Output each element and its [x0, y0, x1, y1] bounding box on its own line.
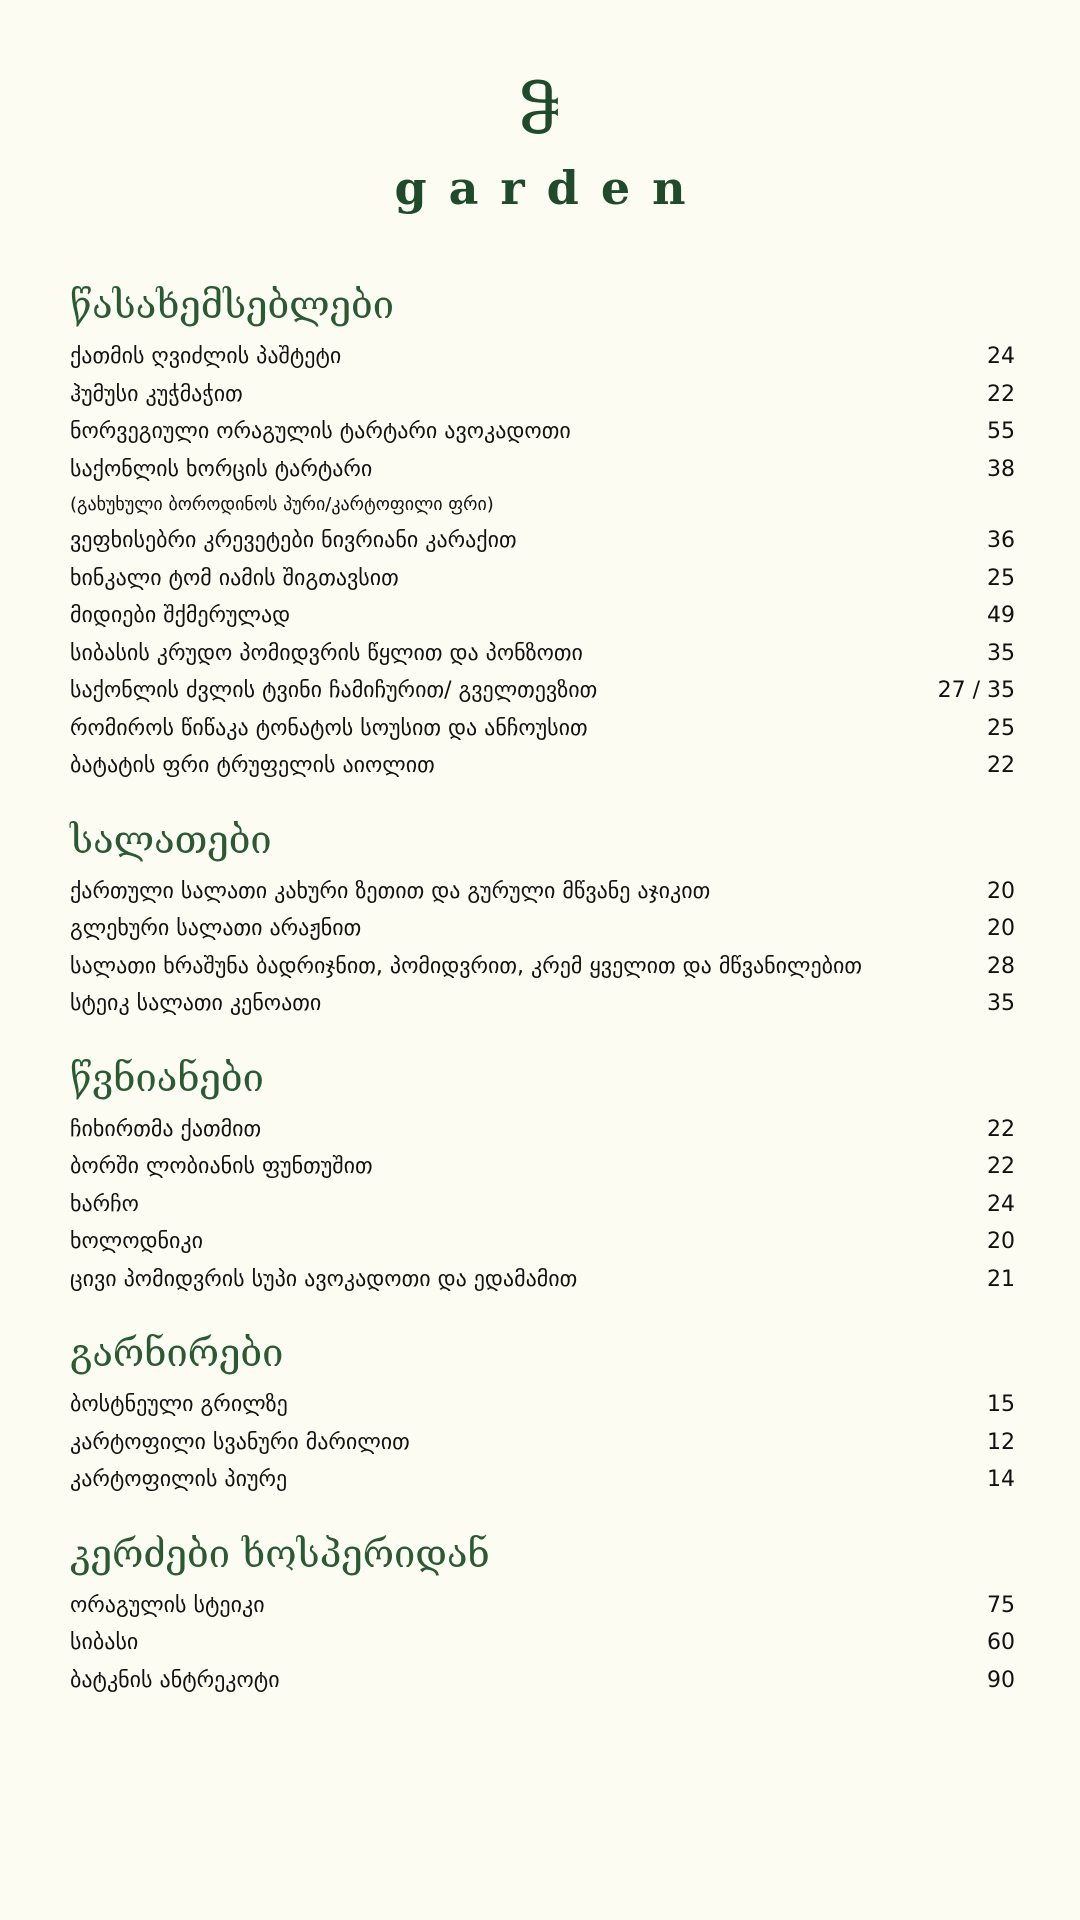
- menu-item-name: ქართული სალათი კახური ზეთით და გურული მწვანე აჯიკით: [70, 878, 711, 904]
- menu-item-name: ხარჩო: [70, 1191, 139, 1217]
- menu-item-text: [70, 1186, 139, 1224]
- menu-item-price: 35: [987, 991, 1015, 1016]
- menu-item-price: 15: [987, 1392, 1015, 1417]
- menu-item-price: 14: [987, 1467, 1015, 1492]
- menu-item: [70, 1223, 1015, 1261]
- menu-item: [70, 635, 1015, 673]
- menu-item: [70, 560, 1015, 598]
- menu-item: [70, 910, 1015, 948]
- menu-item-price: 22: [987, 381, 1015, 407]
- section-title: კერძები ხოსპერიდან: [70, 1531, 490, 1576]
- section-title: წასახემსებლები: [70, 283, 394, 327]
- menu-item-text: [70, 1424, 410, 1462]
- menu-item: [70, 672, 1015, 710]
- menu-item-text: [70, 710, 588, 748]
- menu-item-name: ორაგულის სტეიკი: [70, 1592, 265, 1618]
- menu-item-price: 20: [987, 878, 1015, 904]
- menu-item: [70, 338, 1015, 376]
- menu-item-name: ბორში ლობიანის ფუნთუშით: [70, 1154, 373, 1179]
- menu-item: [70, 1587, 1015, 1625]
- menu-item-price: 49: [987, 603, 1015, 628]
- menu-item-text: [70, 1223, 203, 1261]
- menu-section: [70, 809, 1015, 1023]
- menu-item-price: 22: [987, 753, 1015, 778]
- menu-item-name: საქონლის ძვლის ტვინი ჩამიჩურით/ გველთევზით: [70, 678, 598, 703]
- menu-item-name: ხოლოდნიკი: [70, 1229, 203, 1254]
- menu-item-text: [70, 985, 321, 1023]
- brand-name: garden: [394, 161, 708, 215]
- menu-item-name: ჩიხირთმა ქათმით: [70, 1116, 262, 1142]
- logo-mark: ჵ: [518, 73, 562, 150]
- menu-item-name: გლეხური სალათი არაჟნით: [70, 916, 362, 941]
- menu-item-text: [70, 413, 571, 451]
- menu-item-name: ნორვეგიული ორაგულის ტარტარი ავოკადოთი: [70, 419, 571, 444]
- menu-item-name: რომიროს წიწაკა ტონატოს სოუსით და ანჩოუსით: [70, 715, 588, 741]
- menu-item-note: (გახუხული ბოროდინოს პური/კარტოფილი ფრი): [70, 494, 494, 515]
- section-title: სალათები: [70, 817, 272, 862]
- menu-item-text: [70, 1261, 577, 1299]
- menu-item-price: 55: [987, 419, 1015, 444]
- menu-item-price: 22: [987, 1116, 1015, 1142]
- menu-item-price: 21: [987, 1266, 1015, 1292]
- menu-item-text: [70, 1624, 138, 1662]
- menu-item-text: [70, 635, 583, 673]
- menu-item-text: [70, 1587, 265, 1625]
- menu-item: [70, 1461, 1015, 1499]
- menu-item: [70, 873, 1015, 911]
- menu-item-name: ვეფხისებრი კრევეტები ნივრიანი კარაქით: [70, 528, 517, 553]
- menu-item-price: 25: [987, 715, 1015, 741]
- menu-item: [70, 1186, 1015, 1224]
- menu-item-price: 60: [987, 1630, 1015, 1655]
- menu-item: [70, 1386, 1015, 1424]
- menu-item: [70, 376, 1015, 414]
- menu-item-text: [70, 910, 361, 948]
- menu-item-text: [70, 522, 517, 560]
- menu-item-text: [70, 451, 494, 523]
- menu-item-text: [70, 948, 862, 986]
- menu-item-price: 20: [987, 1229, 1015, 1254]
- menu-item-name: სიბასი: [70, 1630, 139, 1655]
- menu-item-name: ცივი პომიდვრის სუპი ავოკადოთი და ედამამით: [70, 1266, 578, 1292]
- menu-item-price: 22: [987, 1154, 1015, 1179]
- menu-item-price: 12: [987, 1429, 1015, 1455]
- menu-item-text: [70, 1148, 373, 1186]
- menu-item-text: [70, 1662, 280, 1700]
- menu-item: [70, 522, 1015, 560]
- menu-item-price: 35: [987, 640, 1015, 666]
- menu-section: [70, 274, 1015, 785]
- menu-item: [70, 747, 1015, 785]
- menu-item: [70, 597, 1015, 635]
- menu-item: [70, 985, 1015, 1023]
- menu-item-text: [70, 1111, 261, 1149]
- menu-item-name: კარტოფილი სვანური მარილით: [70, 1429, 410, 1455]
- menu-item: [70, 413, 1015, 451]
- menu: [70, 274, 1015, 1723]
- menu-item-price: 20: [987, 916, 1015, 941]
- menu-item-text: [70, 1461, 287, 1499]
- menu-item-price: 25: [987, 565, 1015, 591]
- menu-section: [70, 1047, 1015, 1299]
- menu-item-name: სტეიკ სალათი კენოათი: [70, 991, 322, 1016]
- menu-item-name: ჰუმუსი კუჭმაჭით: [70, 381, 243, 407]
- menu-item-name: კარტოფილის პიურე: [70, 1467, 288, 1492]
- menu-item-price: 27 / 35: [937, 678, 1015, 703]
- menu-item-price: 36: [987, 528, 1015, 553]
- menu-item-name: ქათმის ღვიძლის პაშტეტი: [70, 344, 342, 369]
- menu-item-name: საქონლის ხორცის ტარტარი: [70, 456, 373, 482]
- menu-item-text: [70, 1386, 288, 1424]
- menu-item-price: 75: [987, 1592, 1015, 1618]
- section-title: გარნირები: [70, 1331, 284, 1375]
- menu-item-text: [70, 338, 341, 376]
- menu-item: [70, 948, 1015, 986]
- menu-item: [70, 1261, 1015, 1299]
- brand-logo: [0, 72, 1080, 216]
- menu-item: [70, 1148, 1015, 1186]
- menu-item-price: 90: [987, 1667, 1015, 1693]
- menu-item: [70, 1662, 1015, 1700]
- section-title: წვნიანები: [70, 1055, 264, 1100]
- menu-item: [70, 1424, 1015, 1462]
- menu-item-price: 24: [987, 344, 1015, 369]
- menu-item-price: 38: [987, 456, 1015, 482]
- menu-item-name: ბატკნის ანტრეკოტი: [70, 1667, 280, 1693]
- menu-item-text: [70, 873, 710, 911]
- menu-item: [70, 1111, 1015, 1149]
- menu-item-name: სალათი ხრაშუნა ბადრიჯნით, პომიდვრით, კრემ ყველით და მწვანილებით: [70, 953, 863, 979]
- menu-item-text: [70, 560, 399, 598]
- menu-item-name: მიდიები შქმერულად: [70, 603, 291, 628]
- menu-item-text: [70, 376, 243, 414]
- menu-item-name: ბოსტნეული გრილზე: [70, 1392, 288, 1417]
- menu-item-text: [70, 747, 435, 785]
- menu-item: [70, 710, 1015, 748]
- menu-item-text: [70, 672, 597, 710]
- menu-item-price: 28: [987, 953, 1015, 979]
- menu-item-name: ხინკალი ტომ იამის შიგთავსით: [70, 565, 399, 591]
- menu-item-text: [70, 597, 290, 635]
- menu-section: [70, 1322, 1015, 1499]
- menu-item: [70, 451, 1015, 523]
- menu-item-name: სიბასის კრუდო პომიდვრის წყლით და პონზოთი: [70, 640, 583, 666]
- menu-item: [70, 1624, 1015, 1662]
- menu-item-price: 24: [987, 1191, 1015, 1217]
- menu-item-name: ბატატის ფრი ტრუფელის აიოლით: [70, 753, 435, 778]
- menu-section: [70, 1523, 1015, 1700]
